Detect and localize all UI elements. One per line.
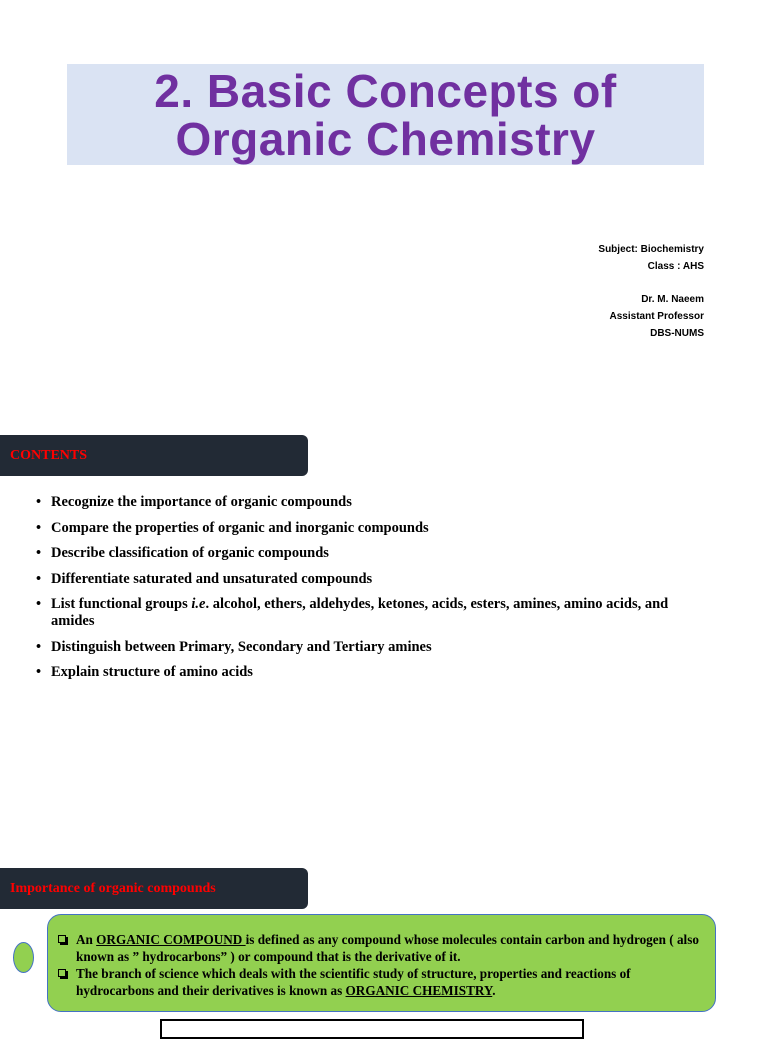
list-item [36,520,686,537]
subject-label: Subject: Biochemistry [598,244,704,255]
list-item-text: Explain structure of amino acids [51,664,253,680]
para2-period: . [492,983,496,998]
para2-text: The branch of science which deals with the scientific study of structure, properties and reactions of hydrocarbons and their derivatives is known as [76,966,631,998]
list-item-text: List functional groups [51,596,192,612]
bullet: • [36,519,42,536]
list-item-text-cont: . alcohol, ethers, aldehydes, ketones, acids, esters, amines, amino acids, and amides [51,596,669,629]
bullet: • [36,545,42,561]
organic-chemistry-term: ORGANIC CHEMISTRY [345,983,493,998]
title-banner [67,64,704,165]
checkbox-bullet-icon [58,935,66,943]
author-department: DBS-NUMS [650,328,704,339]
list-item [36,545,686,562]
organic-compound-term: ORGANIC COMPOUND [96,932,246,947]
contents-heading: CONTENTS [10,447,88,463]
author-info [598,241,704,342]
list-item-text: Compare the properties of organic and inorganic compounds [51,519,429,536]
bullet: • [36,494,42,510]
author-name: Dr. M. Naeem [641,294,704,305]
checkbox-bullet-icon [58,969,66,977]
definition-paragraph [58,965,703,999]
contents-heading-bar [0,435,308,476]
author-position: Assistant Professor [609,311,704,322]
spacer [598,275,704,291]
title-line-2: Organic Chemistry [175,112,596,165]
importance-heading-bar [0,868,308,909]
title-line-1: 2. Basic Concepts of [154,64,617,117]
bottom-frame [160,1019,584,1039]
list-item-text: Recognize the importance of organic compounds [51,494,352,510]
green-oval-shape [13,942,34,973]
list-item [36,571,686,588]
para1-text: An [76,932,97,947]
importance-heading: Importance of organic compounds [10,880,216,896]
list-item [36,639,686,656]
definition-box [47,914,716,1012]
class-label: Class : AHS [647,261,704,272]
list-item [36,664,686,681]
definition-paragraph [58,931,703,965]
list-item [36,596,686,630]
ie-abbrev: i.e [191,596,206,612]
para1-text-cont: is defined as any compound whose molecules contain carbon and hydrogen ( also known as ” hydrocarbons” ) or compound that is the derivative of it. [76,932,699,964]
bullet: • [36,664,42,680]
bullet: • [36,596,42,612]
list-item-text: Describe classification of organic compounds [51,545,329,561]
list-item-text: Distinguish between Primary, Secondary and Tertiary amines [51,638,432,655]
list-item [36,494,686,511]
bullet: • [36,638,42,655]
objectives-list [36,494,686,690]
bullet: • [36,570,42,587]
list-item-text: Differentiate saturated and unsaturated compounds [51,570,373,587]
